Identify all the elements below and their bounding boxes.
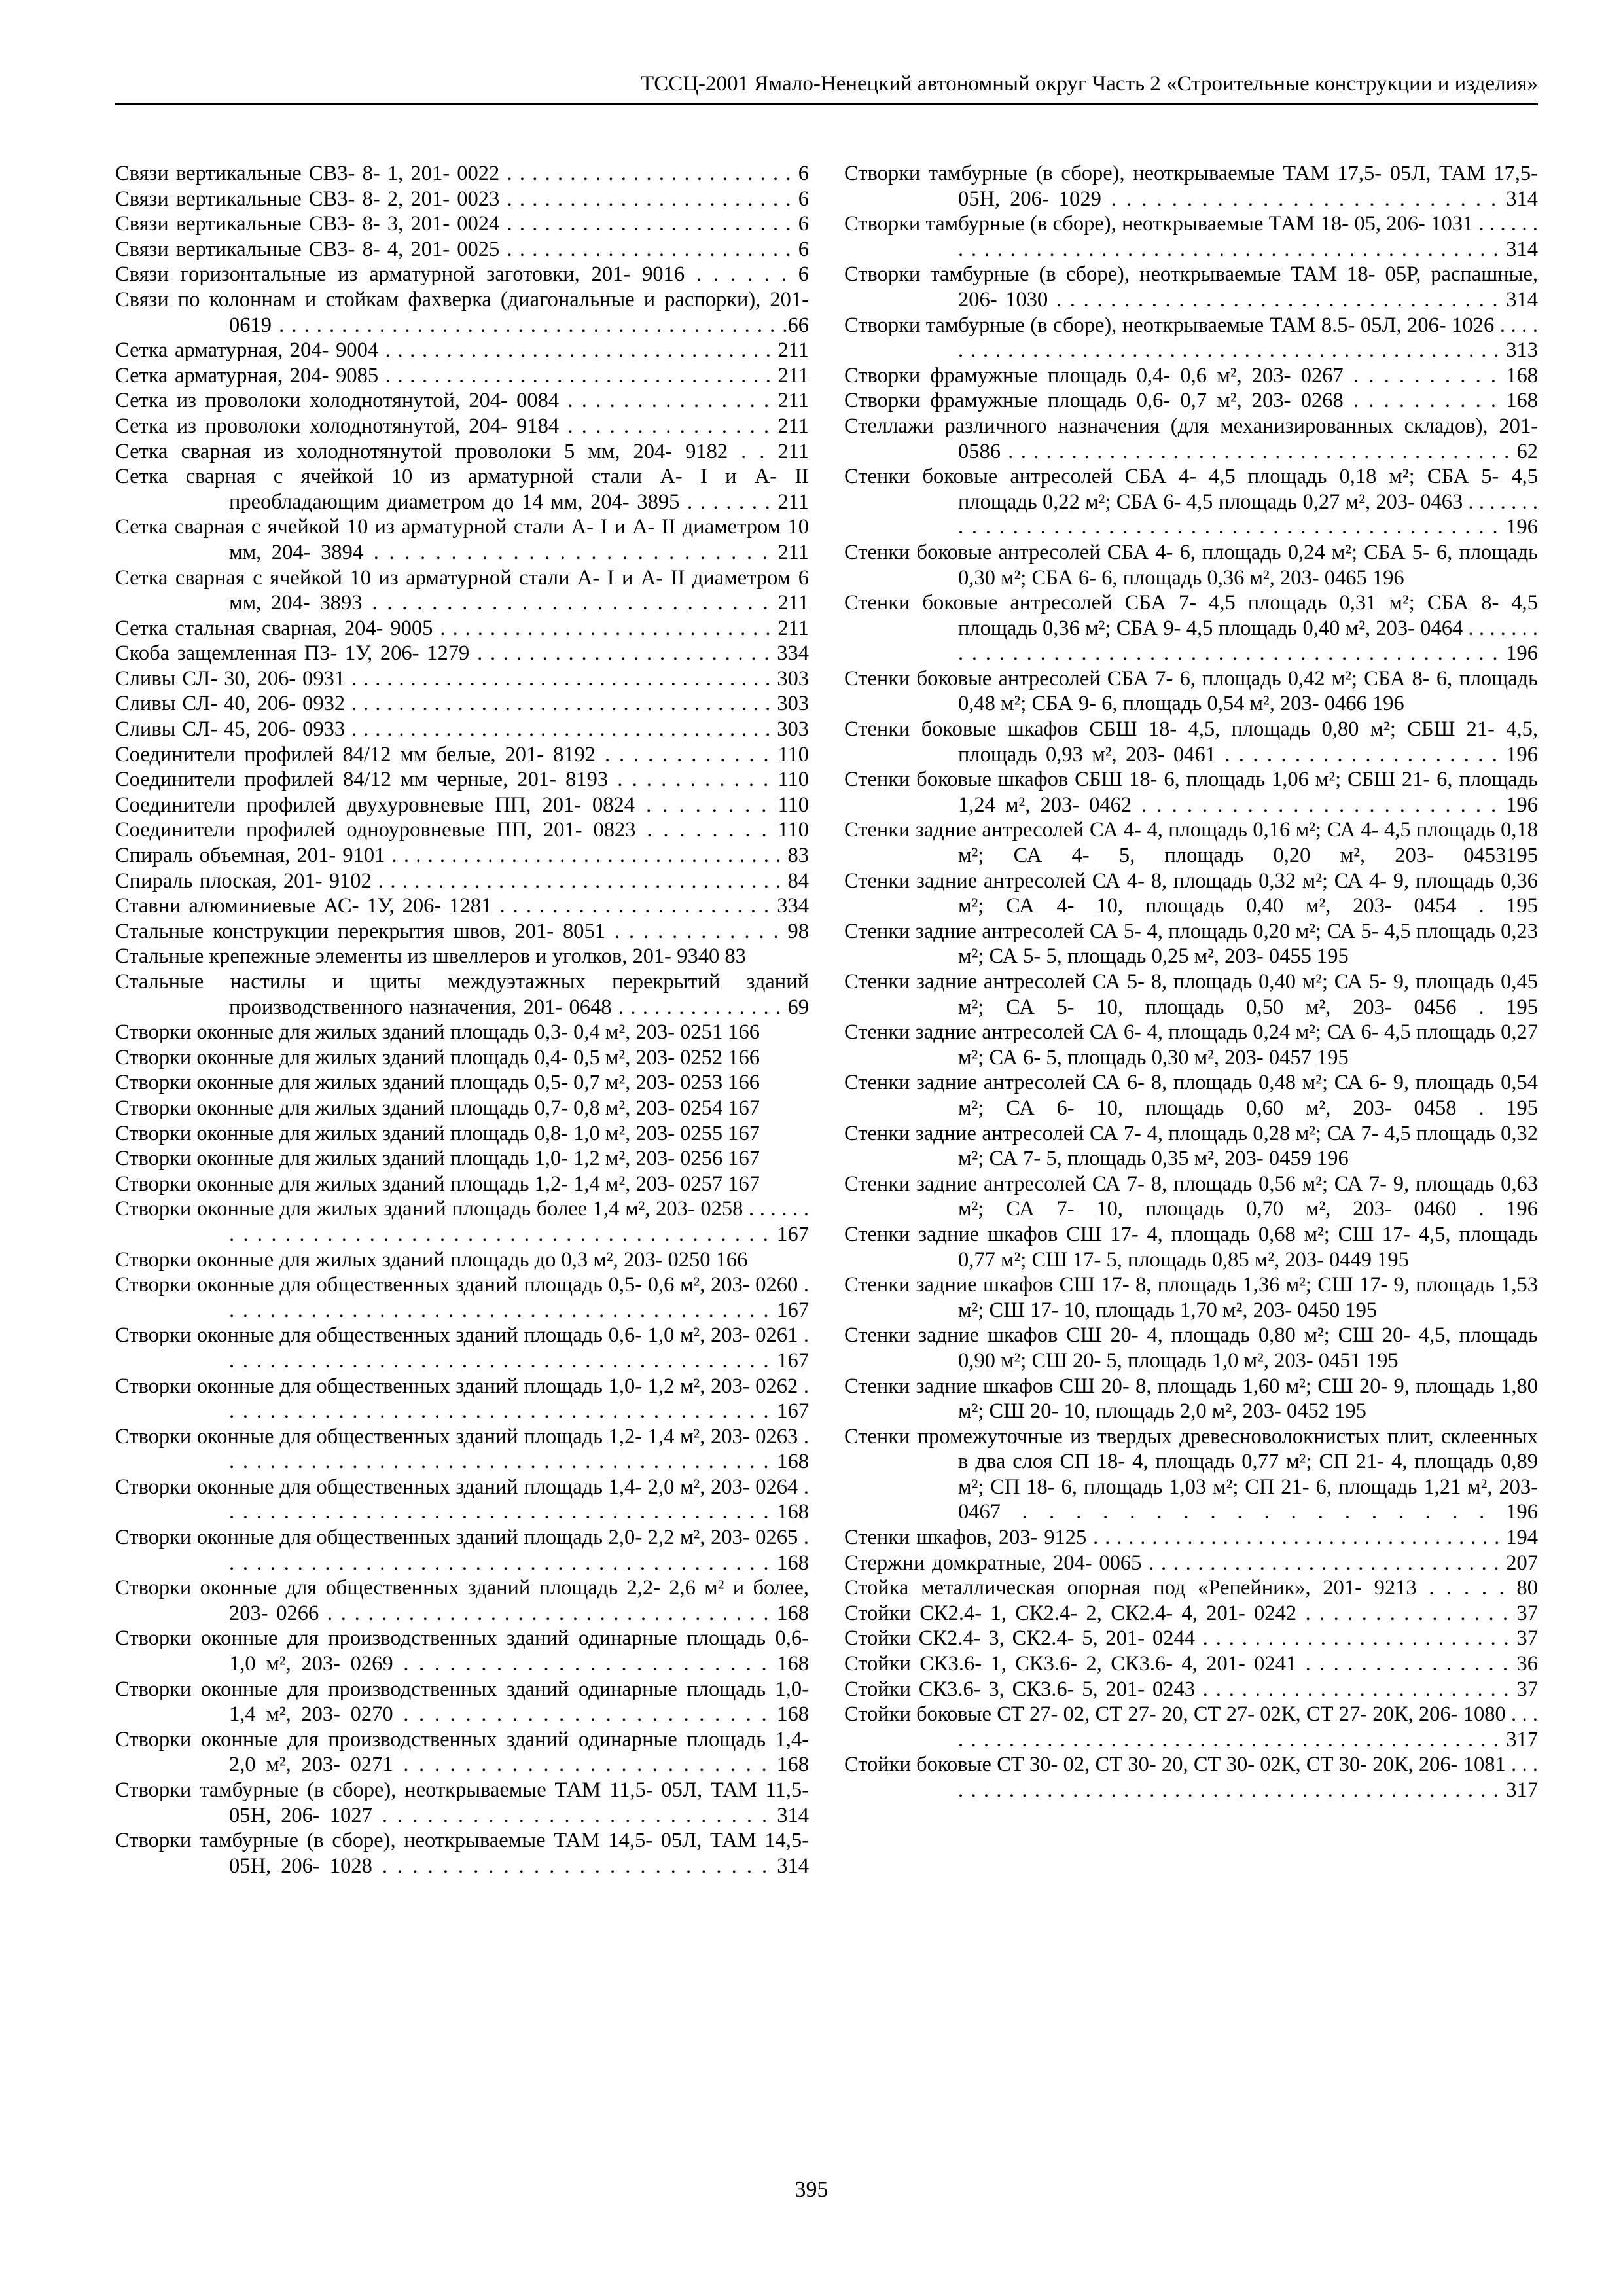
index-entry: Створки оконные для производственных зданий одинарные площадь 1,0- 1,4 м², 203- 0270 . . . . . . . . . . . . . . . . . . . . . . . . 168 xyxy=(115,1677,809,1727)
index-entry: Соединители профилей одноуровневые ПП, 201- 0823 . . . . . . . . 110 xyxy=(115,818,809,842)
index-entry: Стержни домкратные, 204- 0065 . . . . . . . . . . . . . . . . . . . . . . . . . . . . . 207 xyxy=(844,1551,1538,1575)
index-entry: Стенки боковые антресолей СБА 7- 6, площадь 0,42 м²; СБА 8- 6, площадь 0,48 м²; СБА 9- 6, площадь 0,54 м², 203- 0466 196 xyxy=(844,666,1538,716)
index-entry: Стойки СК3.6- 3, СК3.6- 5, 201- 0243 . . . . . . . . . . . . . . . . . . . . . . . . 37 xyxy=(844,1677,1538,1701)
index-entry: Створки оконные для общественных зданий площадь 0,6- 1,0 м², 203- 0261 . . . . . . . . . . . . . . . . . . . . . . . . . . . . . . . . . . . . . . . . . 167 xyxy=(115,1323,809,1372)
index-entry: Стенки задние антресолей СА 5- 8, площадь 0,40 м²; СА 5- 9, площадь 0,45 м²; СА 5- 10, площадь 0,50 м², 203- 0456 . 195 xyxy=(844,970,1538,1019)
index-entry: Створки оконные для производственных зданий одинарные площадь 1,4- 2,0 м², 203- 0271 . . . . . . . . . . . . . . . . . . . . . . . . 168 xyxy=(115,1727,809,1777)
index-entry: Стенки задние антресолей СА 4- 8, площадь 0,32 м²; СА 4- 9, площадь 0,36 м²; СА 4- 10, площадь 0,40 м², 203- 0454 . 195 xyxy=(844,869,1538,918)
index-entry: Сетка сварная с ячейкой 10 из арматурной стали А- I и А- II диаметром 6 мм, 204- 3893 . . . . . . . . . . . . . . . . . . . . . . . . . . . 211 xyxy=(115,565,809,615)
index-entry: Сетка арматурная, 204- 9085 . . . . . . . . . . . . . . . . . . . . . . . . . . . . . . . . 211 xyxy=(115,363,809,387)
index-entry: Стойки СК2.4- 1, СК2.4- 2, СК2.4- 4, 201- 0242 . . . . . . . . . . . . . . . 37 xyxy=(844,1601,1538,1625)
index-entry: Связи вертикальные СВ3- 8- 2, 201- 0023 . . . . . . . . . . . . . . . . . . . . . . . 6 xyxy=(115,187,809,211)
index-entry: Стенки задние антресолей СА 5- 4, площадь 0,20 м²; СА 5- 4,5 площадь 0,23 м²; СА 5- 5, площадь 0,25 м², 203- 0455 195 xyxy=(844,919,1538,969)
index-entry: Сетка стальная сварная, 204- 9005 . . . . . . . . . . . . . . . . . . . . . . . . . . . 211 xyxy=(115,616,809,640)
index-entry: Соединители профилей двухуровневые ПП, 201- 0824 . . . . . . . . 110 xyxy=(115,793,809,817)
index-entry: Стойка металлическая опорная под «Репейник», 201- 9213 . . . . . 80 xyxy=(844,1576,1538,1600)
running-header: ТССЦ-2001 Ямало-Ненецкий автономный округ Часть 2 «Строительные конструкции и изделия» xyxy=(641,72,1538,96)
index-entry: Створки тамбурные (в сборе), неоткрываемые ТАМ 8.5- 05Л, 206- 1026 . . . . . . . . . . . . . . . . . . . . . . . . . . . . . . . . . . . . . . . . . . . . . . . . 313 xyxy=(844,313,1538,363)
index-entry: Стенки задние антресолей СА 7- 4, площадь 0,28 м²; СА 7- 4,5 площадь 0,32 м²; СА 7- 5, площадь 0,35 м², 203- 0459 196 xyxy=(844,1121,1538,1171)
index-entry: Стенки задние шкафов СШ 20- 8, площадь 1,60 м²; СШ 20- 9, площадь 1,80 м²; СШ 20- 10, площадь 2,0 м², 203- 0452 195 xyxy=(844,1374,1538,1424)
index-entry: Спираль объемная, 201- 9101 . . . . . . . . . . . . . . . . . . . . . . . . . . . . . . . . . 83 xyxy=(115,844,809,868)
index-entry: Створки тамбурные (в сборе), неоткрываемые ТАМ 11,5- 05Л, ТАМ 11,5- 05Н, 206- 1027 . . . . . . . . . . . . . . . . . . . . . . . . . . 314 xyxy=(115,1778,809,1827)
index-entry: Сетка сварная из холоднотянутой проволоки 5 мм, 204- 9182 . . 211 xyxy=(115,439,809,463)
index-entry: Створки оконные для жилых зданий площадь 0,3- 0,4 м², 203- 0251 166 xyxy=(115,1020,760,1045)
index-entry: Стенки боковые антресолей СБА 4- 4,5 площадь 0,18 м²; СБА 5- 4,5 площадь 0,22 м²; СБА 6- 4,5 площадь 0,27 м², 203- 0463 . . . . . . . . . . . . . . . . . . . . . . . . . . . . . . . . . . . . . . . . . . . . . . . 196 xyxy=(844,465,1538,539)
index-entry: Створки тамбурные (в сборе), неоткрываемые ТАМ 18- 05, 206- 1031 . . . . . . . . . . . . . . . . . . . . . . . . . . . . . . . . . . . . . . . . . . . . . . . . 314 xyxy=(844,212,1538,261)
index-entry: Стойки СК3.6- 1, СК3.6- 2, СК3.6- 4, 201- 0241 . . . . . . . . . . . . . . . 36 xyxy=(844,1652,1538,1676)
index-entry: Створки оконные для общественных зданий площадь 1,4- 2,0 м², 203- 0264 . . . . . . . . . . . . . . . . . . . . . . . . . . . . . . . . . . . . . . . . . 168 xyxy=(115,1475,809,1524)
index-entry: Сетка сварная с ячейкой 10 из арматурной стали А- I и А- II диаметром 10 мм, 204- 3894 . . . . . . . . . . . . . . . . . . . . . . . . . . 211 xyxy=(115,515,809,564)
index-entry: Сетка из проволоки холоднотянутой, 204- 9184 . . . . . . . . . . . . . . . 211 xyxy=(115,414,809,438)
index-entry: Связи вертикальные СВ3- 8- 4, 201- 0025 . . . . . . . . . . . . . . . . . . . . . . . 6 xyxy=(115,237,809,261)
index-entry: Сливы СЛ- 40, 206- 0932 . . . . . . . . . . . . . . . . . . . . . . . . . . . . . . . . . . . . 303 xyxy=(115,692,809,716)
index-entry: Створки оконные для жилых зданий площадь до 0,3 м², 203- 0250 166 xyxy=(115,1247,748,1272)
index-column-right xyxy=(844,161,1538,1803)
index-entry: Соединители профилей 84/12 мм белые, 201- 8192 . . . . . . . . . . . . 110 xyxy=(115,742,809,766)
index-entry: Сетка сварная с ячейкой 10 из арматурной стали А- I и А- II преобладающим диаметром до 14 мм, 204- 3895 . . . . . . . 211 xyxy=(115,465,809,514)
index-entry: Стальные крепежные элементы из швеллеров и уголков, 201- 9340 83 xyxy=(115,944,746,969)
index-entry: Створки оконные для жилых зданий площадь 0,8- 1,0 м², 203- 0255 167 xyxy=(115,1121,760,1145)
index-entry: Створки оконные для общественных зданий площадь 1,2- 1,4 м², 203- 0263 . . . . . . . . . . . . . . . . . . . . . . . . . . . . . . . . . . . . . . . . . 168 xyxy=(115,1424,809,1474)
index-entry: Створки тамбурные (в сборе), неоткрываемые ТАМ 17,5- 05Л, ТАМ 17,5- 05Н, 206- 1029 . . . . . . . . . . . . . . . . . . . . . . . . . . 314 xyxy=(844,162,1538,211)
index-entry: Створки оконные для жилых зданий площадь 1,0- 1,2 м², 203- 0256 167 xyxy=(115,1147,760,1171)
index-entry: Сетка арматурная, 204- 9004 . . . . . . . . . . . . . . . . . . . . . . . . . . . . . . . . 211 xyxy=(115,338,809,363)
index-entry: Створки оконные для общественных зданий площадь 2,2- 2,6 м² и более, 203- 0266 . . . . . . . . . . . . . . . . . . . . . . . . . . . . . . . . . 168 xyxy=(115,1576,809,1625)
index-entry: Стальные конструкции перекрытия швов, 201- 8051 . . . . . . . . . . . . 98 xyxy=(115,919,809,943)
index-entry: Створки тамбурные (в сборе), неоткрываемые ТАМ 18- 05Р, распашные, 206- 1030 . . . . . . . . . . . . . . . . . . . . . . . . . . . . . . . . . 314 xyxy=(844,262,1538,312)
index-entry: Сливы СЛ- 30, 206- 0931 . . . . . . . . . . . . . . . . . . . . . . . . . . . . . . . . . . . . 303 xyxy=(115,666,809,691)
index-entry: Створки фрамужные площадь 0,6- 0,7 м², 203- 0268 . . . . . . . . . . 168 xyxy=(844,389,1538,413)
index-entry: Стеллажи различного назначения (для механизированных складов), 201- 0586 . . . . . . . . . . . . . . . . . . . . . . . . . . . . . . . . . . . . . . . . 62 xyxy=(844,414,1538,463)
index-entry: Створки оконные для общественных зданий площадь 1,0- 1,2 м², 203- 0262 . . . . . . . . . . . . . . . . . . . . . . . . . . . . . . . . . . . . . . . . . 167 xyxy=(115,1374,809,1424)
index-entry: Стенки задние антресолей СА 6- 8, площадь 0,48 м²; СА 6- 9, площадь 0,54 м²; СА 6- 10, площадь 0,60 м², 203- 0458 . 195 xyxy=(844,1071,1538,1120)
index-entry: Створки оконные для жилых зданий площадь 0,7- 0,8 м², 203- 0254 167 xyxy=(115,1096,760,1120)
index-entry: Створки оконные для общественных зданий площадь 0,5- 0,6 м², 203- 0260 . . . . . . . . . . . . . . . . . . . . . . . . . . . . . . . . . . . . . . . . . 167 xyxy=(115,1273,809,1322)
header-rule xyxy=(115,103,1538,105)
index-entry: Сливы СЛ- 45, 206- 0933 . . . . . . . . . . . . . . . . . . . . . . . . . . . . . . . . . . . . 303 xyxy=(115,717,809,742)
index-entry: Створки оконные для жилых зданий площадь 0,5- 0,7 м², 203- 0253 166 xyxy=(115,1071,760,1095)
index-entry: Створки оконные для производственных зданий одинарные площадь 0,6- 1,0 м², 203- 0269 . . . . . . . . . . . . . . . . . . . . . . . . 168 xyxy=(115,1626,809,1676)
index-entry: Связи вертикальные СВ3- 8- 1, 201- 0022 . . . . . . . . . . . . . . . . . . . . . . . 6 xyxy=(115,162,809,185)
index-entry: Стенки задние антресолей СА 4- 4, площадь 0,16 м²; СА 4- 4,5 площадь 0,18 м²; СА 4- 5, площадь 0,20 м², 203- 0453195 xyxy=(844,818,1538,868)
index-entry: Стойки СК2.4- 3, СК2.4- 5, 201- 0244 . . . . . . . . . . . . . . . . . . . . . . . . 37 xyxy=(844,1626,1538,1651)
index-entry: Связи по колоннам и стойкам фахверка (диагональные и распорки), 201- 0619 . . . . . . . . . . . . . . . . . . . . . . . . . . . . . . . . . . . . . . . . .66 xyxy=(115,287,809,337)
index-entry: Стальные настилы и щиты междуэтажных перекрытий зданий производственного назначения, 201- 0648 . . . . . . . . . . . . . . 69 xyxy=(115,970,809,1019)
index-entry: Стойки боковые СТ 30- 02, СТ 30- 20, СТ 30- 02К, СТ 30- 20К, 206- 1081 . . . . . . . . . . . . . . . . . . . . . . . . . . . . . . . . . . . . . . . . . . . . . . 317 xyxy=(844,1753,1538,1802)
index-entry: Стенки задние антресолей СА 7- 8, площадь 0,56 м²; СА 7- 9, площадь 0,63 м²; СА 7- 10, площадь 0,70 м², 203- 0460 . 196 xyxy=(844,1172,1538,1221)
index-entry: Скоба защемленная П3- 1У, 206- 1279 . . . . . . . . . . . . . . . . . . . . . . . 334 xyxy=(115,641,809,666)
index-entry: Створки оконные для общественных зданий площадь 2,0- 2,2 м², 203- 0265 . . . . . . . . . . . . . . . . . . . . . . . . . . . . . . . . . . . . . . . . . 168 xyxy=(115,1526,809,1575)
index-entry: Стенки боковые антресолей СБА 4- 6, площадь 0,24 м²; СБА 5- 6, площадь 0,30 м²; СБА 6- 6, площадь 0,36 м², 203- 0465 196 xyxy=(844,540,1538,590)
index-entry: Створки фрамужные площадь 0,4- 0,6 м², 203- 0267 . . . . . . . . . . 168 xyxy=(844,363,1538,387)
index-column-left xyxy=(115,161,809,1878)
index-entry: Связи горизонтальные из арматурной заготовки, 201- 9016 . . . . . . 6 xyxy=(115,262,809,287)
index-entry: Створки оконные для жилых зданий площадь более 1,4 м², 203- 0258 . . . . . . . . . . . . . . . . . . . . . . . . . . . . . . . . . . . . . . . . . . . . . 167 xyxy=(115,1197,809,1246)
index-entry: Связи вертикальные СВ3- 8- 3, 201- 0024 . . . . . . . . . . . . . . . . . . . . . . . 6 xyxy=(115,212,809,236)
index-entry: Ставни алюминиевые АС- 1У, 206- 1281 . . . . . . . . . . . . . . . . . . . . . 334 xyxy=(115,894,809,918)
index-entry: Стенки боковые антресолей СБА 7- 4,5 площадь 0,31 м²; СБА 8- 4,5 площадь 0,36 м²; СБА 9- 4,5 площадь 0,40 м², 203- 0464 . . . . . . . . . . . . . . . . . . . . . . . . . . . . . . . . . . . . . . . . . . . . . . . 196 xyxy=(844,591,1538,666)
index-entry: Стенки боковые шкафов СБШ 18- 4,5, площадь 0,80 м²; СБШ 21- 4,5, площадь 0,93 м², 203- 0461 . . . . . . . . . . . . . . . . . . . . 196 xyxy=(844,717,1538,766)
page-number: 395 xyxy=(794,2178,829,2202)
index-entry: Спираль плоская, 201- 9102 . . . . . . . . . . . . . . . . . . . . . . . . . . . . . . . . . . 84 xyxy=(115,869,809,893)
index-entry: Створки оконные для жилых зданий площадь 1,2- 1,4 м², 203- 0257 167 xyxy=(115,1172,760,1196)
index-entry: Стойки боковые СТ 27- 02, СТ 27- 20, СТ 27- 02К, СТ 27- 20К, 206- 1080 . . . . . . . . . . . . . . . . . . . . . . . . . . . . . . . . . . . . . . . . . . . . . . 317 xyxy=(844,1702,1538,1751)
index-entry: Стенки боковые шкафов СБШ 18- 6, площадь 1,06 м²; СБШ 21- 6, площадь 1,24 м², 203- 0462 . . . . . . . . . . . . . . . . . . . . . . . . 196 xyxy=(844,768,1538,817)
index-entry: Стенки задние шкафов СШ 17- 4, площадь 0,68 м²; СШ 17- 4,5, площадь 0,77 м²; СШ 17- 5, площадь 0,85 м², 203- 0449 195 xyxy=(844,1222,1538,1272)
index-entry: Соединители профилей 84/12 мм черные, 201- 8193 . . . . . . . . . . . 110 xyxy=(115,768,809,792)
index-entry: Стенки задние шкафов СШ 17- 8, площадь 1,36 м²; СШ 17- 9, площадь 1,53 м²; СШ 17- 10, площадь 1,70 м², 203- 0450 195 xyxy=(844,1273,1538,1322)
index-entry: Стенки шкафов, 203- 9125 . . . . . . . . . . . . . . . . . . . . . . . . . . . . . . . . . . . 194 xyxy=(844,1526,1538,1550)
index-entry: Створки тамбурные (в сборе), неоткрываемые ТАМ 14,5- 05Л, ТАМ 14,5- 05Н, 206- 1028 . . . . . . . . . . . . . . . . . . . . . . . . . . 314 xyxy=(115,1829,809,1878)
index-entry: Стенки промежуточные из твердых древесноволокнистых плит, склеенных в два слоя СП 18- 4, площадь 0,77 м²; СП 21- 4, площадь 0,89 м²; СП 18- 6, площадь 1,03 м²; СП 21- 6, площадь 1,21 м², 203- 0467 . . . . . . . . . . . . . . . . . . 196 xyxy=(844,1424,1538,1524)
index-entry: Створки оконные для жилых зданий площадь 0,4- 0,5 м², 203- 0252 166 xyxy=(115,1045,760,1069)
index-entry: Стенки задние антресолей СА 6- 4, площадь 0,24 м²; СА 6- 4,5 площадь 0,27 м²; СА 6- 5, площадь 0,30 м², 203- 0457 195 xyxy=(844,1020,1538,1069)
index-entry: Стенки задние шкафов СШ 20- 4, площадь 0,80 м²; СШ 20- 4,5, площадь 0,90 м²; СШ 20- 5, площадь 1,0 м², 203- 0451 195 xyxy=(844,1323,1538,1372)
index-entry: Сетка из проволоки холоднотянутой, 204- 0084 . . . . . . . . . . . . . . . 211 xyxy=(115,389,809,413)
